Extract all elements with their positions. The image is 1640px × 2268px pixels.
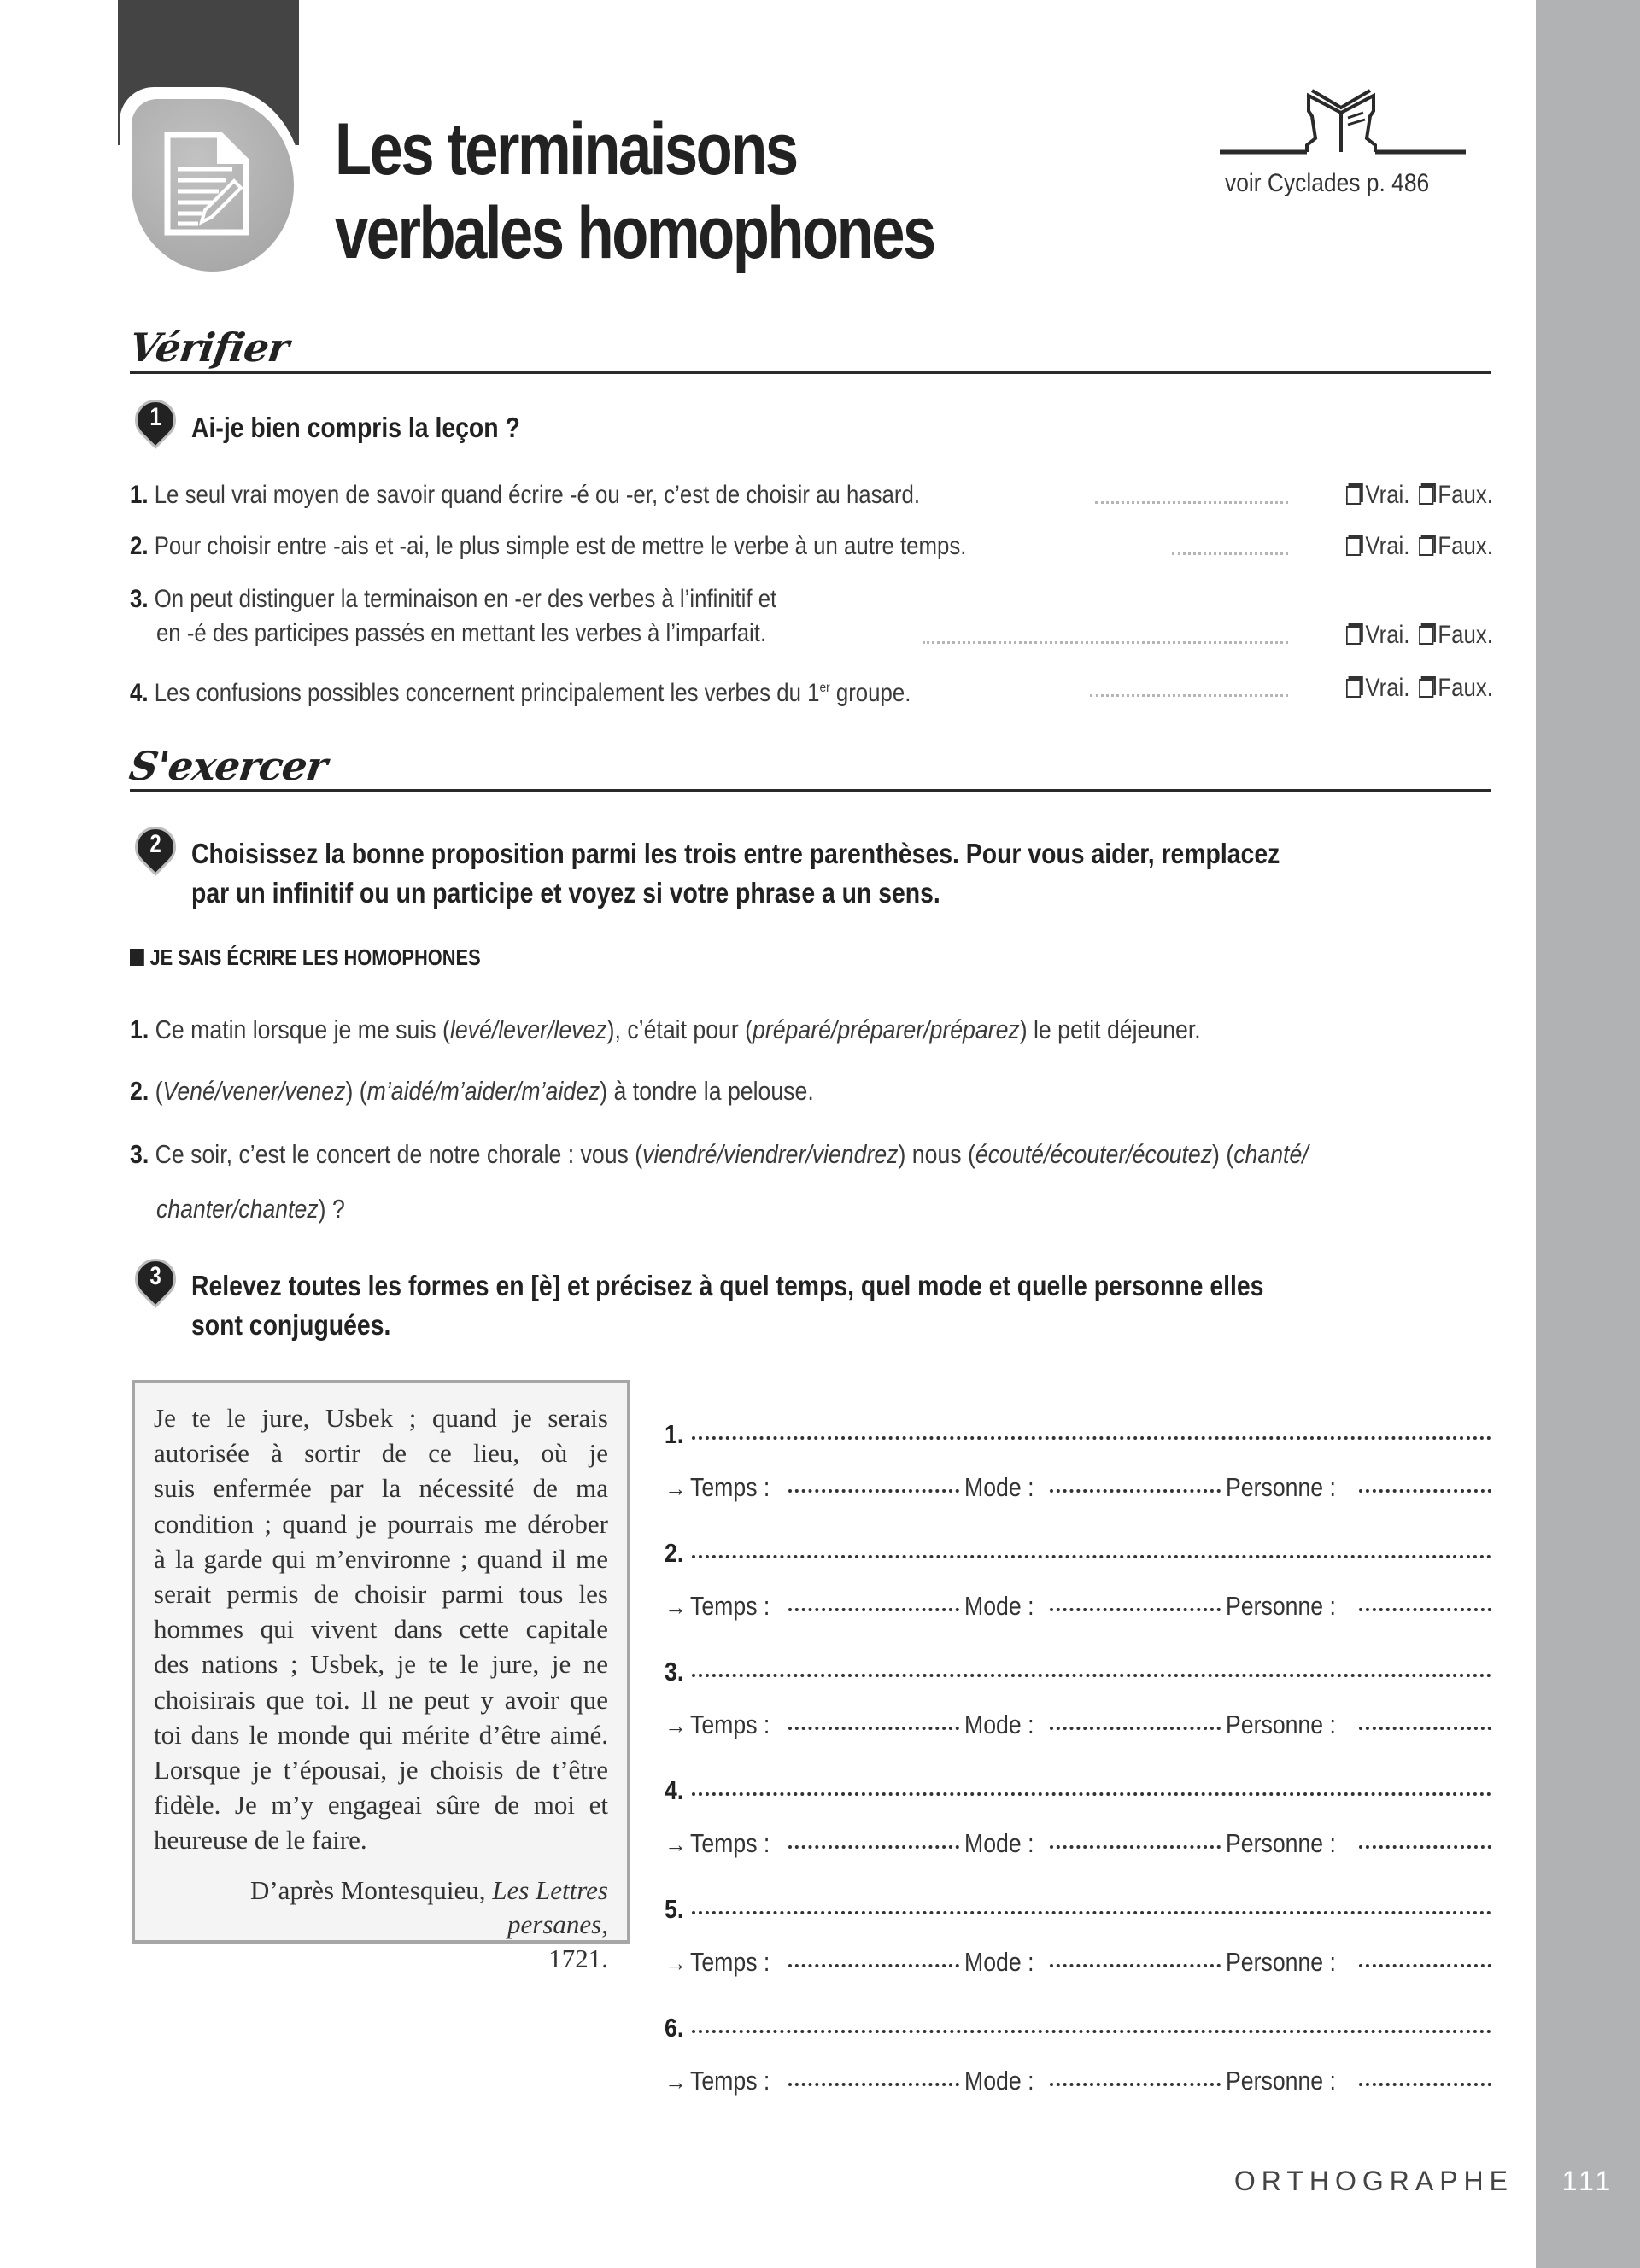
mode-input[interactable] <box>1050 1608 1221 1611</box>
temps-input[interactable] <box>788 1608 959 1611</box>
answer-input[interactable] <box>692 1555 1491 1558</box>
answer-block: 3. → Temps : Mode : Personne : <box>665 1657 1491 1740</box>
personne-input[interactable] <box>1359 1845 1491 1849</box>
document-pencil-icon <box>164 132 258 236</box>
temps-input[interactable] <box>788 1964 959 1967</box>
arrow-right-icon: → <box>665 1594 687 1620</box>
answer-input[interactable] <box>692 1792 1491 1796</box>
arrow-right-icon: → <box>665 2069 687 2095</box>
answer-block: 4. → Temps : Mode : Personne : <box>665 1775 1491 1859</box>
temps-input[interactable] <box>788 2083 959 2086</box>
footer-section-label: ORTHOGRAPHE <box>1233 2166 1514 2196</box>
skill-label: JE SAIS ÉCRIRE LES HOMOPHONES <box>130 944 481 971</box>
section-heading-verifier: Vérifier <box>130 324 1491 374</box>
exercise-1-title: Ai-je bien compris la leçon ? <box>191 412 520 443</box>
page-number: 111 <box>1561 2166 1614 2196</box>
true-checkbox[interactable] <box>1346 486 1361 505</box>
exercise-number-badge: 3 <box>135 1259 178 1301</box>
exercise-2-item: 3. Ce soir, c’est le concert de notre chorale : vous (viendré/viendrer/viendrez) nous (écouté/écouter/écoutez) (chanté/ chanter/chantez) ? <box>130 1139 1309 1224</box>
true-checkbox[interactable] <box>1346 537 1361 556</box>
exercise-2-item: 1. Ce matin lorsque je me suis (levé/lever/levez), c’était pour (préparé/préparer/préparez) le petit déjeuner. <box>130 1014 1201 1044</box>
false-checkbox[interactable] <box>1419 679 1433 698</box>
temps-input[interactable] <box>788 1489 959 1493</box>
answer-input[interactable] <box>692 2030 1491 2033</box>
false-checkbox[interactable] <box>1419 486 1433 505</box>
false-checkbox[interactable] <box>1419 537 1433 556</box>
temps-input[interactable] <box>788 1727 959 1730</box>
true-false-item: 2. Pour choisir entre -ais et -ai, le plus simple est de mettre le verbe à un autre temps. Vrai. Faux. <box>130 532 1493 560</box>
answer-block: 2. → Temps : Mode : Personne : <box>665 1538 1491 1622</box>
true-false-item: 3. On peut distinguer la terminaison en -er des verbes à l’infinitif et en -é des participes passés en mettant les verbes à l’imparfait. Vrai. Faux. <box>130 585 1493 649</box>
true-checkbox[interactable] <box>1346 626 1361 645</box>
mode-input[interactable] <box>1050 1964 1221 1967</box>
personne-input[interactable] <box>1359 1727 1491 1730</box>
true-false-item: 1. Le seul vrai moyen de savoir quand écrire -é ou -er, c’est de choisir au hasard. Vrai. Faux. <box>130 481 1493 509</box>
chapter-icon-badge <box>120 87 302 282</box>
arrow-right-icon: → <box>665 1832 687 1857</box>
reading-book-hands-icon <box>1220 85 1466 157</box>
answer-block: 5. → Temps : Mode : Personne : <box>665 1894 1491 1978</box>
mode-input[interactable] <box>1050 2083 1221 2086</box>
answer-block: 6. → Temps : Mode : Personne : <box>665 2013 1491 2096</box>
excerpt-textbox: Je te le jure, Usbek ; quand je serais autorisée à sortir de ce lieu, où je suis enfermée par la nécessité de ma condition ; quand je pourrais me dérober à la garde qui m’environne ; quand il me serait permis de choisir parmi tous les hommes qui vivent dans cette capitale des nations ; Usbek, je te le jure, je ne choisirais que toi. Il ne peut y avoir que toi dans le monde qui mérite d’être aimé. Lorsque je t’épousai, je choisis de t’être fidèle. Je m’y engageai sûre de moi et heureuse de le faire. D’après Montesquieu, Les Lettres persanes, 1721. <box>132 1380 630 1944</box>
personne-input[interactable] <box>1359 2083 1491 2086</box>
temps-input[interactable] <box>788 1845 959 1849</box>
arrow-right-icon: → <box>665 1713 687 1739</box>
arrow-right-icon: → <box>665 1950 687 1976</box>
exercise-number-badge: 1 <box>135 400 178 442</box>
personne-input[interactable] <box>1359 1608 1491 1611</box>
answer-block: 1. → Temps : Mode : Personne : <box>665 1419 1491 1503</box>
section-heading-exercer: S'exercer <box>130 743 1491 792</box>
page-title: Les terminaisons verbales homophones <box>335 108 934 274</box>
mode-input[interactable] <box>1050 1727 1221 1730</box>
excerpt-citation: D’après Montesquieu, Les Lettres persanes, 1721. <box>249 1874 608 1973</box>
true-checkbox[interactable] <box>1346 679 1361 698</box>
personne-input[interactable] <box>1359 1964 1491 1967</box>
mode-input[interactable] <box>1050 1845 1221 1849</box>
exercise-2-title: Choisissez la bonne proposition parmi les trois entre parenthèses. Pour vous aider, remplacez par un infinitif ou un participe et voyez si votre phrase a un sens. <box>191 838 1280 909</box>
answer-input[interactable] <box>692 1674 1491 1677</box>
true-false-item: 4. Les confusions possibles concernent principalement les verbes du 1er groupe. Vrai. Faux. <box>130 674 1493 707</box>
answer-input[interactable] <box>692 1911 1491 1914</box>
mode-input[interactable] <box>1050 1489 1221 1493</box>
exercise-2-item: 2. (Vené/vener/venez) (m’aidé/m’aider/m’aidez) à tondre la pelouse. <box>130 1076 814 1106</box>
reference-link[interactable]: voir Cyclades p. 486 <box>1225 169 1430 197</box>
page-edge-band <box>1536 0 1640 2268</box>
personne-input[interactable] <box>1359 1489 1491 1493</box>
arrow-right-icon: → <box>665 1476 687 1501</box>
reference-block <box>1220 85 1466 197</box>
exercise-number-badge: 2 <box>135 827 178 869</box>
square-bullet-icon <box>130 949 144 966</box>
answer-input[interactable] <box>692 1436 1491 1440</box>
exercise-3-title: Relevez toutes les formes en [è] et précisez à quel temps, quel mode et quelle personne elles sont conjuguées. <box>191 1270 1264 1341</box>
false-checkbox[interactable] <box>1419 626 1433 645</box>
